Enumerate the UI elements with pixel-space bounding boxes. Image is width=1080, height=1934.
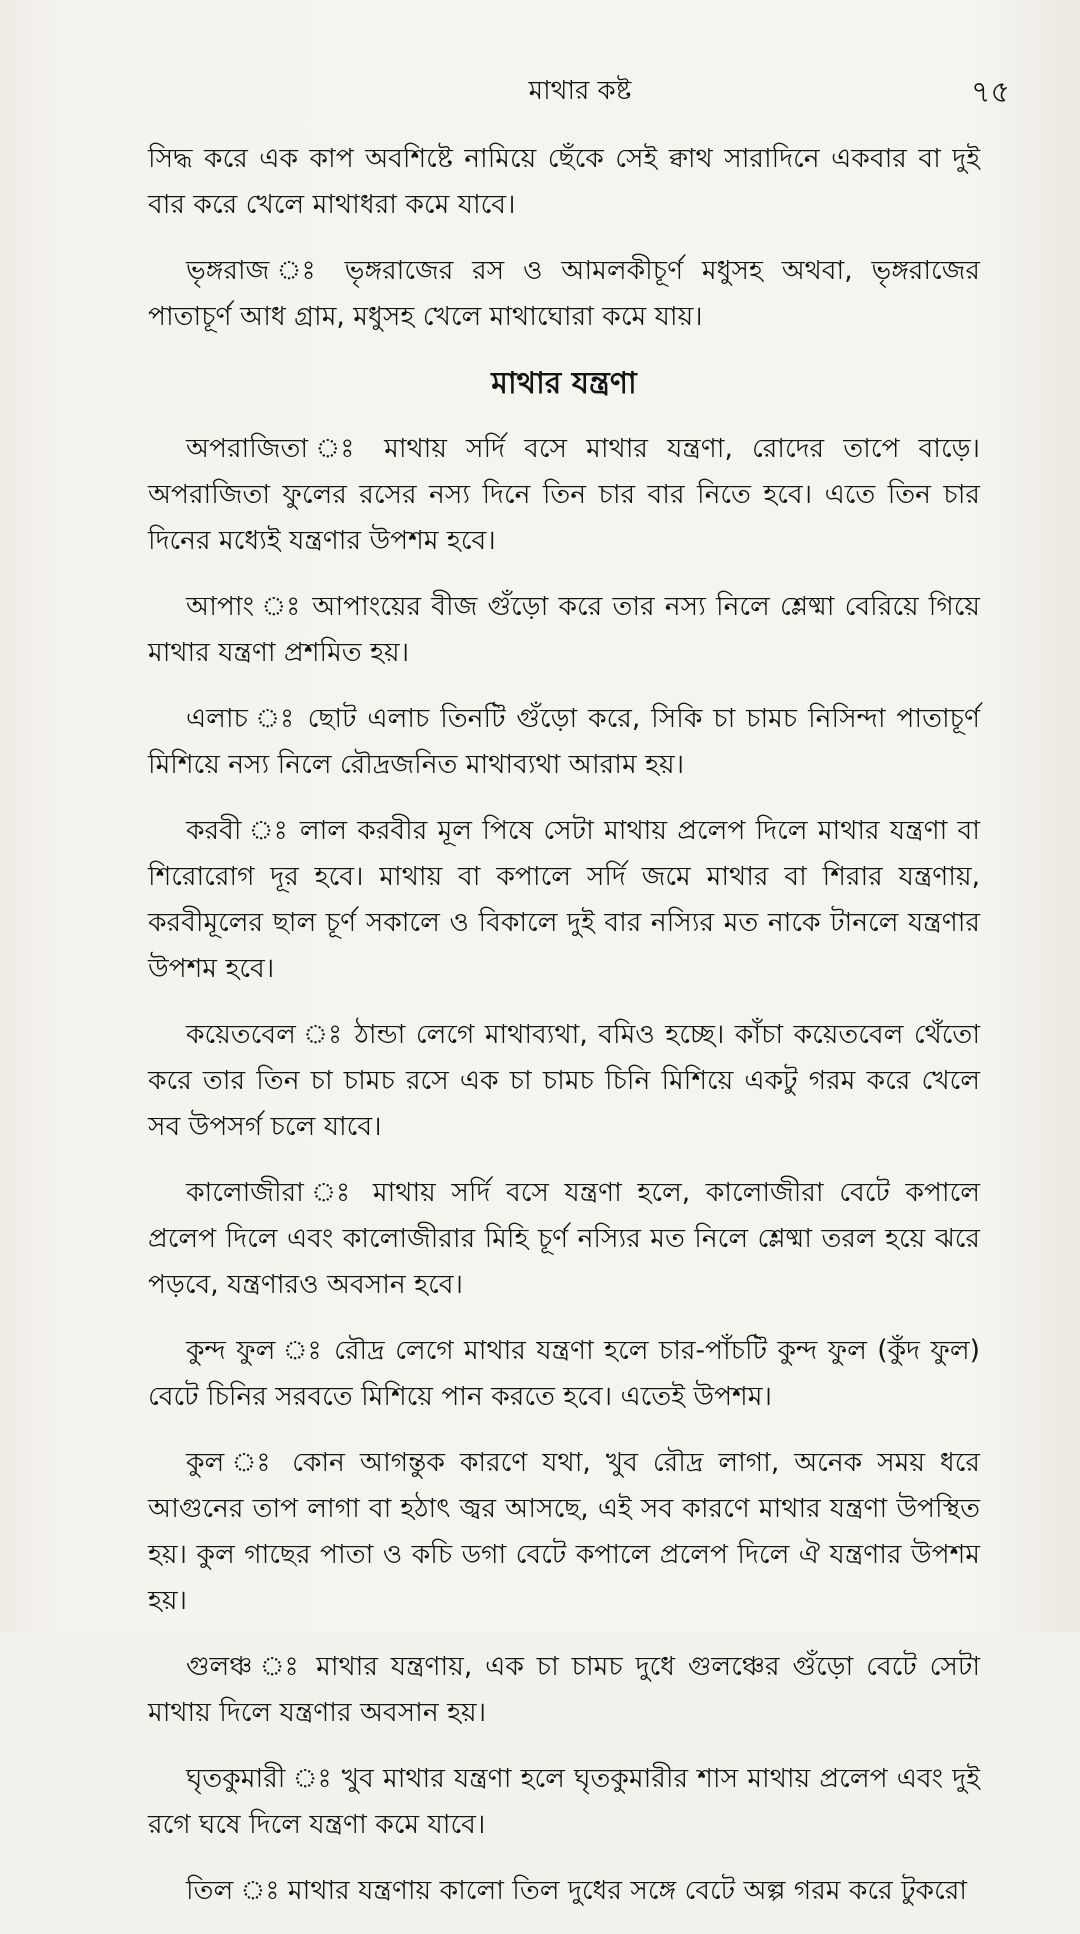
entry-text: খুব মাথার যন্ত্রণা হলে ঘৃতকুমারীর শাস মাথায় প্রলেপ এবং দুই রগে ঘষে দিলে যন্ত্রণা কমে যাবে। — [148, 1763, 980, 1840]
paragraph-entry — [148, 584, 980, 676]
paragraph-entry — [148, 1644, 980, 1736]
paragraph-entry — [148, 696, 980, 788]
entry-term: করবী ঃ — [186, 815, 290, 846]
entry-term: অপরাজিতা ঃ — [186, 433, 366, 464]
paragraph-continuation — [148, 136, 980, 228]
page-header — [140, 70, 1020, 114]
entry-text: মাথার যন্ত্রণায়, এক চা চামচ দুধে গুলঞ্চের গুঁড়ো বেটে সেটা মাথায় দিলে যন্ত্রণার অবসান হয়। — [148, 1651, 981, 1728]
paragraph-entry — [148, 248, 980, 340]
entry-term: কালোজীরা ঃ — [186, 1177, 358, 1208]
entry-term: ঘৃতকুমারী ঃ — [186, 1763, 333, 1794]
entry-term: এলাচ ঃ — [186, 703, 297, 734]
entry-text: আপাংয়ের বীজ গুঁড়ো করে তার নস্য নিলে শ্লেষ্মা বেরিয়ে গিয়ে মাথার যন্ত্রণা প্রশমিত হয়। — [148, 591, 981, 668]
entry-text: ছোট এলাচ তিনটি গুঁড়ো করে, সিকি চা চামচ নিসিন্দা পাতাচূর্ণ মিশিয়ে নস্য নিলে রৌদ্রজনিত মাথাব্যথা আরাম হয়। — [148, 703, 980, 780]
entry-text: মাথায় সর্দি বসে যন্ত্রণা হলে, কালোজীরা বেটে কপালে প্রলেপ দিলে এবং কালোজীরার মিহি চূর্ণ নস্যির মত নিলে শ্লেষ্মা তরল হয়ে ঝরে পড়বে, যন্ত্রণারও অবসান হবে। — [148, 1177, 980, 1300]
running-head: মাথার কষ্ট — [528, 76, 632, 106]
entry-term: কুল ঃ — [186, 1447, 278, 1478]
paragraph-entry — [148, 1440, 980, 1624]
page-number: ৭৫ — [971, 75, 1010, 110]
entry-text: মাথায় সর্দি বসে মাথার যন্ত্রণা, রোদের তাপে বাড়ে। অপরাজিতা ফুলের রসের নস্য দিনে তিন চার বার নিতে হবে। এতে তিন চার দিনের মধ্যেই যন্ত্রণার উপশম হবে। — [148, 433, 980, 556]
paragraph-entry — [148, 1756, 980, 1848]
section-title: মাথার যন্ত্রণা — [491, 366, 637, 401]
entry-text: ভৃঙ্গরাজের রস ও আমলকীচূর্ণ মধুসহ অথবা, ভৃঙ্গরাজের পাতাচূর্ণ আধ গ্রাম, মধুসহ খেলে মাথাঘোরা কমে যায়। — [148, 255, 980, 332]
page-body — [148, 136, 980, 1934]
entry-text: রৌদ্র লেগে মাথার যন্ত্রণা হলে চার-পাঁচটি কুন্দ ফুল (কুঁদ ফুল) বেটে চিনির সরবতে মিশিয়ে পান করতে হবে। এতেই উপশম। — [148, 1335, 980, 1412]
paragraph-entry — [148, 426, 980, 564]
entry-term: কয়েতবেল ঃ — [186, 1019, 345, 1050]
entry-text: লাল করবীর মূল পিষে সেটা মাথায় প্রলেপ দিলে মাথার যন্ত্রণা বা শিরোরোগ দূর হবে। মাথায় বা কপালে সর্দি জমে মাথার বা শিরার যন্ত্রণায়, করবীমূলের ছাল চূর্ণ সকালে ও বিকালে দুই বার নস্যির মত নাকে টানলে যন্ত্রণার উপশম হবে। — [148, 815, 980, 984]
paragraph-entry — [148, 808, 980, 992]
paragraph-entry — [148, 1868, 980, 1914]
paragraph-entry — [148, 1012, 980, 1150]
entry-term: কুন্দ ফুল ঃ — [186, 1335, 324, 1366]
entry-text: মাথার যন্ত্রণায় কালো তিল দুধের সঙ্গে বেটে অল্প গরম করে টুকরো — [279, 1875, 967, 1906]
entry-term: ভৃঙ্গরাজ ঃ — [186, 255, 326, 286]
paragraph-text: সিদ্ধ করে এক কাপ অবশিষ্টে নামিয়ে ছেঁকে সেই ক্বাথ সারাদিনে একবার বা দুই বার করে খেলে মাথাধরা কমে যাবে। — [148, 143, 980, 220]
entry-text: ঠান্ডা লেগে মাথাব্যথা, বমিও হচ্ছে। কাঁচা কয়েতবেল থেঁতো করে তার তিন চা চামচ রসে এক চা চামচ চিনি মিশিয়ে একটু গরম করে খেলে সব উপসর্গ চলে যাবে। — [148, 1019, 981, 1142]
paragraph-entry — [148, 1170, 980, 1308]
entry-term: তিল ঃ — [186, 1875, 280, 1906]
entry-term: গুলঞ্চ ঃ — [186, 1651, 304, 1682]
entry-term: আপাং ঃ — [186, 591, 303, 622]
paragraph-entry — [148, 1328, 980, 1420]
entry-text: কোন আগন্তুক কারণে যথা, খুব রৌদ্র লাগা, অনেক সময় ধরে আগুনের তাপ লাগা বা হঠাৎ জ্বর আসছে, এই সব কারণে মাথার যন্ত্রণা উপস্থিত হয়। কুল গাছের পাতা ও কচি ডগা বেটে কপালে প্রলেপ দিলে ঐ যন্ত্রণার উপশম হয়। — [148, 1447, 980, 1616]
